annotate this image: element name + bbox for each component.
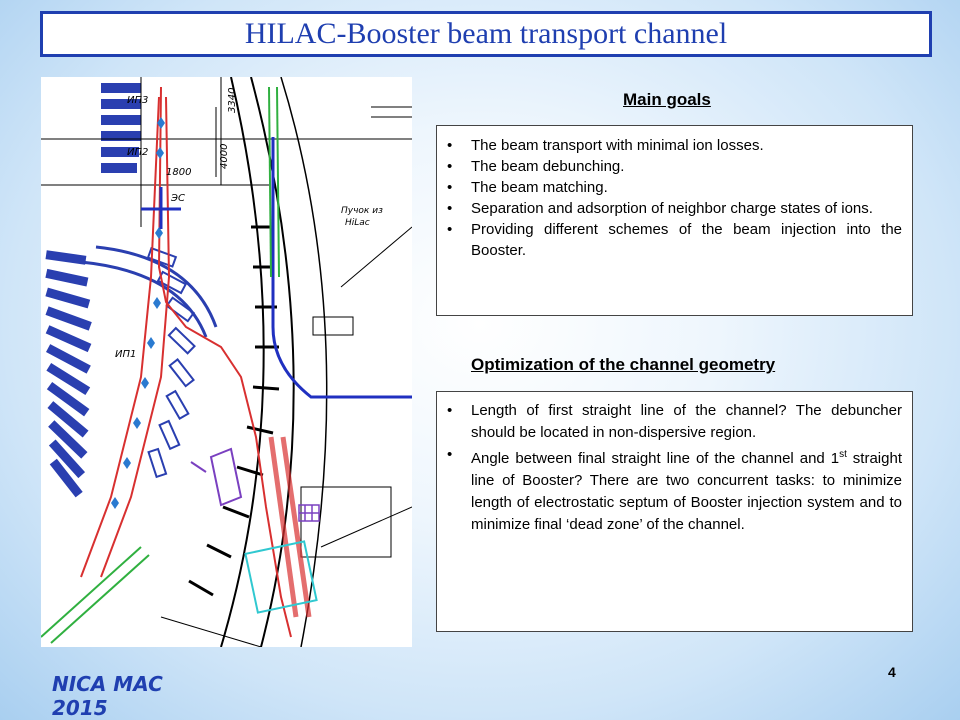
optimization-heading: Optimization of the channel geometry [471,355,776,374]
label-dim-3340: 3340 [227,87,238,113]
optimization-item: • Length of first straight line of the channel? The debuncher should be located in non-dispersive region. [437,400,902,444]
label-dim-1800: 1800 [166,167,192,178]
label-beam-1: Пучок из [341,206,383,216]
goal-item: • The beam matching. [437,177,902,198]
channel-layout-svg [41,77,412,647]
engineering-drawing [41,77,412,647]
optimization-list [437,400,902,536]
optimization-box [436,391,913,632]
goal-item: • The beam transport with minimal ion losses. [437,135,902,156]
optimization-item [437,444,902,536]
label-dim-4000: 4000 [219,143,230,169]
main-goals-heading: Main goals [623,90,711,109]
title-box [40,11,932,57]
label-es: ЭС [171,193,185,204]
goal-item: • The beam debunching. [437,156,902,177]
goal-item: • Providing different schemes of the beam injection into the Booster. [437,219,902,261]
slide-title: HILAC-Booster beam transport channel [244,17,728,50]
ring-ticks [189,227,279,595]
optimization-item-text-b: straight line of Booster? There are two concurrent tasks: to minimize length of electrostatic septum of Booster injection system and to minimize final ‘dead zone’ of the channel. [471,450,902,533]
booster-magnet-blocks [45,83,216,497]
purple-element [191,449,241,505]
label-beam-2: HiLac [345,218,370,228]
footer-logo [52,672,252,720]
label-ip2: ИП2 [127,147,149,158]
main-goals-list [437,135,902,261]
page-number: 4 [888,664,896,680]
footer-logo-line2: 2015 [52,696,108,720]
goal-item: • Separation and adsorption of neighbor charge states of ions. [437,198,902,219]
purple-grid-box [299,505,319,521]
optimization-item-text-a: Angle between final straight line of the channel and 1 [471,450,840,467]
label-ip3: ИП3 [127,95,149,106]
label-ip1: ИП1 [115,349,137,360]
footer-logo-line1: NICA MAC [52,672,163,696]
superscript-st: st [839,449,847,460]
main-goals-box [436,125,913,316]
